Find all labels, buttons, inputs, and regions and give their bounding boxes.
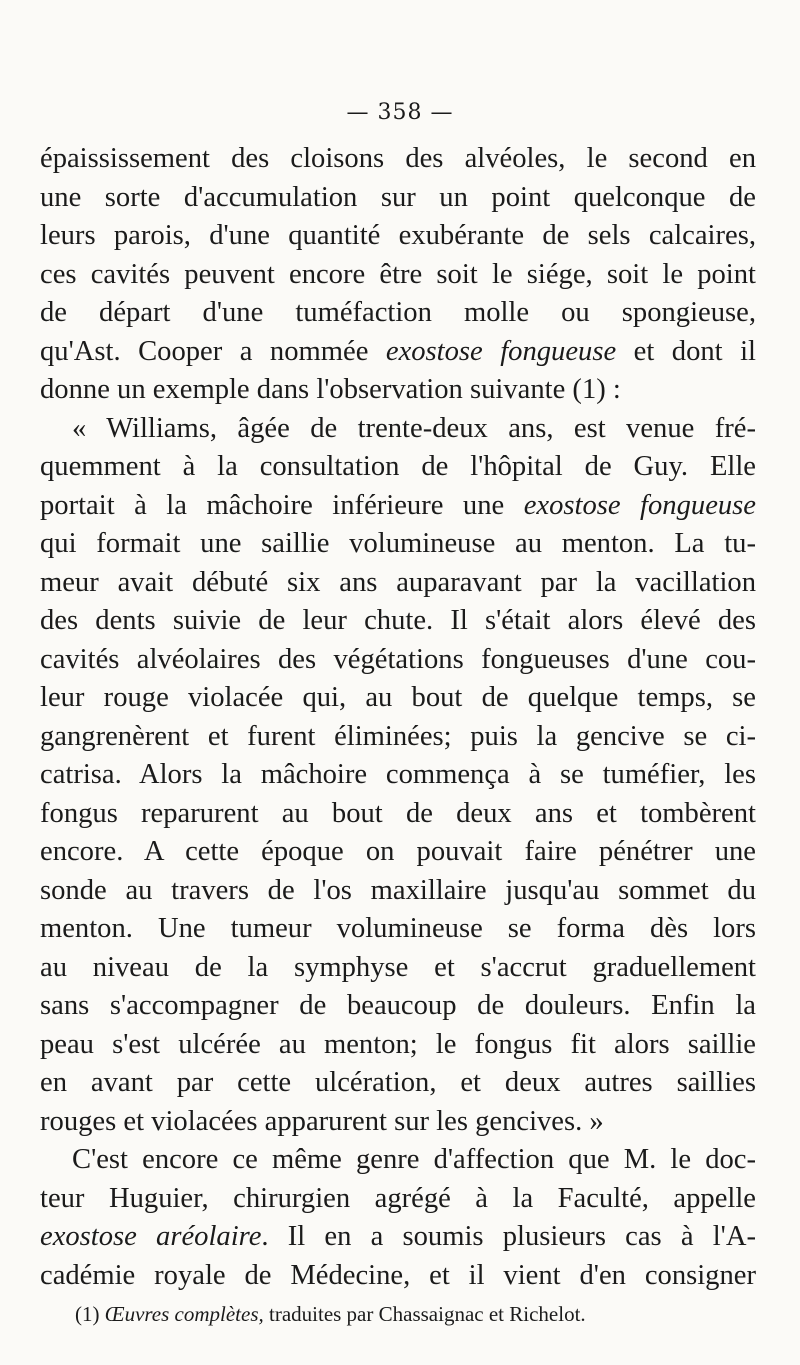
text-line: menton. Une tumeur volumineuse se forma dès lors [40,913,756,944]
text-line: des dents suivie de leur chute. Il s'était alors élevé des [40,605,756,636]
text-line: qu'Ast. Cooper a nommée exostose fongueuse et dont il [40,335,756,367]
text-line: quemment à la consultation de l'hôpital de Guy. Elle [40,451,756,482]
text-line: rouges et violacées apparurent sur les gencives. » [40,1105,604,1137]
footnote-marker: (1) [75,1302,100,1326]
text-line: qui formait une saillie volumineuse au menton. La tu- [40,528,756,559]
text-line: gangrenèrent et furent éliminées; puis la gencive se ci- [40,720,756,752]
text-line: sans s'accompagner de beaucoup de douleurs. Enfin la [40,990,756,1021]
italic-term: exostose fongueuse [523,489,756,521]
italic-term: exostose aréolaire [40,1221,262,1252]
footnote-title: Œuvres complètes, [104,1302,264,1326]
text-line: sonde au travers de l'os maxillaire jusqu'au sommet du [40,874,756,906]
text-line: encore. A cette époque on pouvait faire pénétrer une [40,836,756,867]
text-line: portait à la mâchoire inférieure une exostose fongueuse [40,489,756,521]
page-number: — 358 — [346,100,454,125]
text-line: de départ d'une tuméfaction molle ou spongieuse, [40,297,756,328]
text-line: donne un exemple dans l'observation suivante (1) : [40,374,621,405]
text-line: teur Huguier, chirurgien agrégé à la Faculté, appelle [40,1182,756,1214]
footnote-text: traduites par Chassaignac et Richelot. [269,1302,586,1326]
text-line: une sorte d'accumulation sur un point quelconque de [40,181,756,213]
text-line: leur rouge violacée qui, au bout de quelque temps, se [40,682,756,713]
text-line: C'est encore ce même genre d'affection que M. le doc- [72,1144,756,1175]
text-line: ces cavités peuvent encore être soit le siége, soit le point [40,258,756,290]
text-line: peau s'est ulcérée au menton; le fongus fit alors saillie [40,1028,756,1060]
text-line: épaississement des cloisons des alvéoles, le second en [40,143,756,174]
text-line: en avant par cette ulcération, et deux autres saillies [40,1067,756,1098]
text-line: cavités alvéolaires des végétations fongueuses d'une cou- [40,643,756,675]
text-line: au niveau de la symphyse et s'accrut graduellement [40,951,756,983]
text-line: « Williams, âgée de trente-deux ans, est venue fré- [72,412,756,444]
text-line: exostose aréolaire. Il en a soumis plusieurs cas à l'A- [40,1221,757,1252]
italic-term: exostose fongueuse [385,335,617,367]
body-text [40,140,756,1295]
text-line: cadémie royale de Médecine, et il vient d'en consigner [40,1259,756,1291]
footnote [75,1302,765,1327]
text-line: meur avait débuté six ans auparavant par la vacillation [40,566,756,598]
text-line: catrisa. Alors la mâchoire commença à se tuméfier, les [40,759,756,790]
text-line: fongus reparurent au bout de deux ans et tombèrent [40,797,756,829]
text-line: leurs parois, d'une quantité exubérante de sels calcaires, [40,220,756,251]
